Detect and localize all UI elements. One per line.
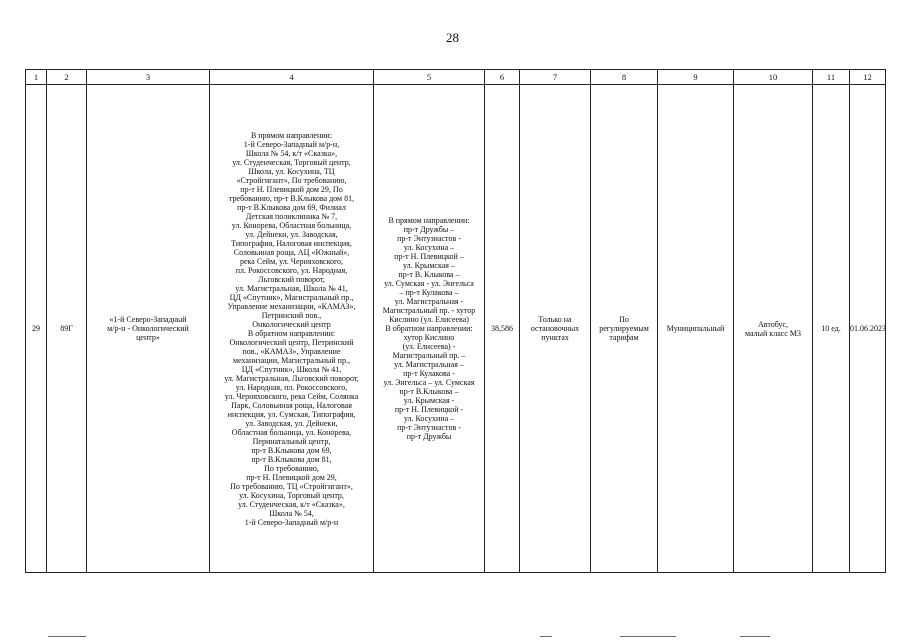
- table-row: [26, 85, 886, 573]
- carrier-type-cell: Муниципальный: [658, 85, 734, 573]
- bottom-cut-marks: [0, 633, 905, 640]
- column-number: 7: [520, 70, 591, 85]
- row-number-cell: 29: [26, 85, 47, 573]
- column-number: 4: [210, 70, 374, 85]
- column-number-row: [26, 70, 886, 85]
- start-date-cell: 01.06.2023: [850, 85, 886, 573]
- column-number: 3: [87, 70, 210, 85]
- column-number: 5: [374, 70, 485, 85]
- route-name-cell: «1-й Северо-Западный м/р-н - Онкологический центр»: [87, 85, 210, 573]
- cut-mark: [740, 636, 770, 637]
- route-length-cell: 38,586: [485, 85, 520, 573]
- column-number: 10: [734, 70, 813, 85]
- column-number: 8: [591, 70, 658, 85]
- cut-mark: [620, 636, 676, 637]
- column-number: 12: [850, 70, 886, 85]
- page-number: 28: [446, 30, 459, 45]
- tariff-cell: По регулируемым тарифам: [591, 85, 658, 573]
- column-number: 1: [26, 70, 47, 85]
- cut-mark: [540, 636, 552, 637]
- column-number: 11: [813, 70, 850, 85]
- column-number: 6: [485, 70, 520, 85]
- route-number-cell: 89Г: [47, 85, 87, 573]
- stop-order-cell: Только на остановочных пунктах: [520, 85, 591, 573]
- column-number: 9: [658, 70, 734, 85]
- cut-mark: [48, 636, 86, 637]
- column-number: 2: [47, 70, 87, 85]
- streets-list-cell: В прямом направлении: пр-т Дружбы – пр-т Энтузиастов - ул. Косухина – пр-т Н. Плевицкой – ул. Крымская – пр-т В. Клыкова – ул. Сумская - ул. Энгельса – пр-т Кулакова – ул. Магистральная - Магистральный пр. - хутор Кислино (ул. Елисеева) В обратном направлении: хутор Кислино (ул. Елисеева) - Магистральный пр. – ул. Магистральная – пр-т Кулакова - ул. Энгельса – ул. Сумская пр-т В.Клыкова – ул. Крымская - пр-т Н. Плевицкой - ул. Косухина – пр-т Энтузиастов - пр-т Дружбы: [374, 85, 485, 573]
- stops-list-cell: В прямом направлении: 1-й Северо-Западный м/р-н, Школа № 54, к/т «Сказка», ул. Студенческая, Торговый центр, Школа, ул. Косухина, ТЦ «Стройгигант», По требованию, пр-т Н. Плевицкой дом 29, По требованию, пр-т В.Клыкова дом 81, пр-т В.Клыкова дом 69, Филиал Детская поликлиника № 7, ул. Конорева, Областная больница, ул. Дейнеки, ул. Заводская, Типография, Налоговая инспекция, Соловьиная роща, АЦ «Южный», река Сейм, ул. Черняховского, пл. Рокоссовского, ул. Народная, Льговский поворот, ул. Магистральная, Школа № 41, ЦД «Спутник», Магистральный пр., Управление механизации, «КАМАЗ», Петринский пов., Онкологический центр В обратном направлении: Онкологический центр, Петринский пов., «КАМАЗ», Управление механизации, Магистральный пр., ЦД «Спутник», Школа № 41, ул. Магистральная, Льговский поворот, ул. Народная, пл. Рокоссовского, ул. Черняховского, река Сейм, Солянка Парк, Соловьиная роща, Налоговая инспекция, ул. Сумская, Типография, ул. Заводская, ул. Дейнеки, Областная больница, ул. Конорева, Перинатальный центр, пр-т В.Клыкова дом 69, пр-т В.Клыкова дом 81, По требованию, пр-т Н. Плевицкой дом 29, По требованию, ТЦ «Стройгигант», ул. Косухина, Торговый центр, ул. Студенческая, к/т «Сказка», Школа № 54, 1-й Северо-Западный м/р-н: [210, 85, 374, 573]
- route-register-table: [25, 69, 886, 573]
- vehicle-cell: Автобус, малый класс М3: [734, 85, 813, 573]
- vehicle-count-cell: 10 ед.: [813, 85, 850, 573]
